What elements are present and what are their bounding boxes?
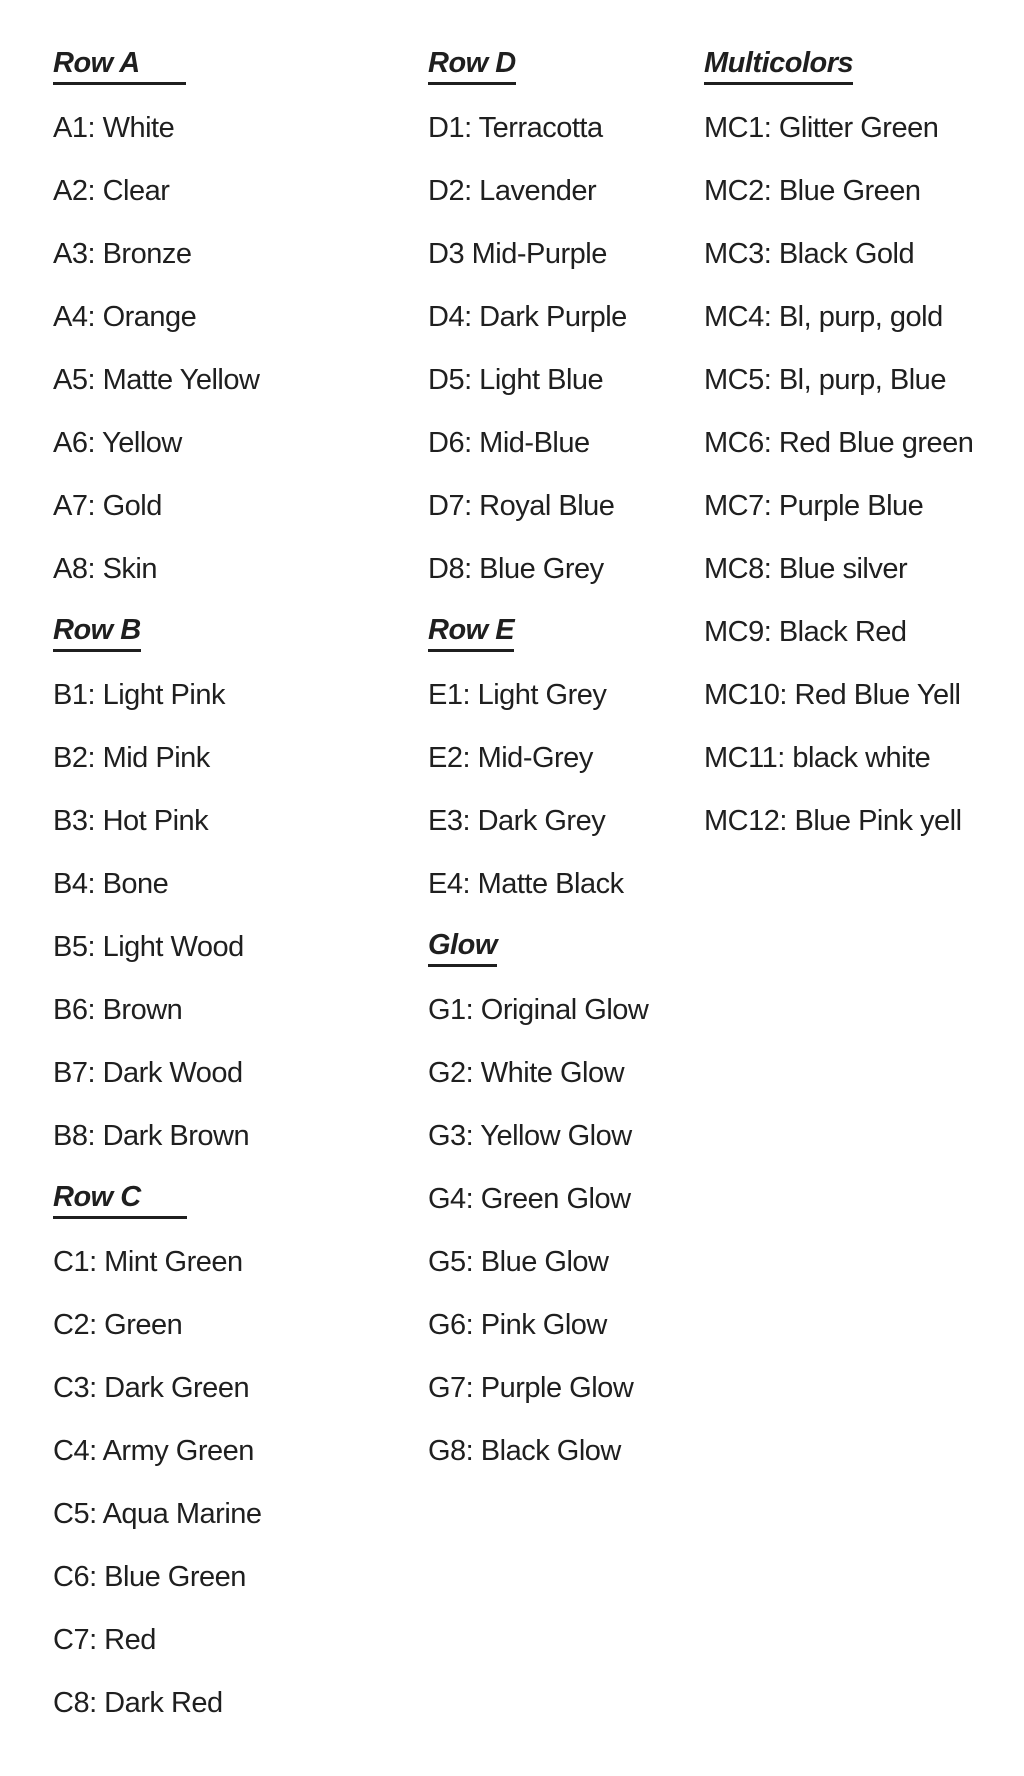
list-item: MC7: Purple Blue [704,490,924,522]
list-item: G1: Original Glow [428,994,649,1026]
list-item: C1: Mint Green [53,1246,243,1278]
list-item: G2: White Glow [428,1057,625,1089]
list-item: B2: Mid Pink [53,742,210,774]
section-header [428,34,648,97]
list-item: MC9: Black Red [704,616,907,648]
list-item: C4: Army Green [53,1435,254,1467]
list-item: A1: White [53,112,175,144]
list-item: A6: Yellow [53,427,182,459]
list-item: D3 Mid-Purple [428,238,607,270]
list-item: MC8: Blue silver [704,553,908,585]
section-header-label: Glow [428,929,497,967]
list-item: A8: Skin [53,553,157,585]
list-item: E1: Light Grey [428,679,607,711]
list-item: C3: Dark Green [53,1372,250,1404]
list-item: MC10: Red Blue Yell [704,679,961,711]
list-item: E4: Matte Black [428,868,624,900]
list-item: D6: Mid-Blue [428,427,590,459]
section-header-label: Multicolors [704,47,853,85]
list-item: A3: Bronze [53,238,192,270]
section-header [53,1168,262,1231]
list-item: D5: Light Blue [428,364,604,396]
list-item: A2: Clear [53,175,170,207]
section-header-label: Row B [53,614,141,652]
list-item: C6: Blue Green [53,1561,246,1593]
section-header-label: Row A [53,47,186,85]
list-item: D8: Blue Grey [428,553,604,585]
list-item: MC12: Blue Pink yell [704,805,962,837]
section-header [53,601,262,664]
list-item: MC11: black white [704,742,931,774]
list-item: MC3: Black Gold [704,238,915,270]
list-item: C7: Red [53,1624,156,1656]
column-middle [428,34,648,1483]
list-item: B3: Hot Pink [53,805,209,837]
list-item: D4: Dark Purple [428,301,627,333]
list-item: G8: Black Glow [428,1435,621,1467]
list-item: B4: Bone [53,868,169,900]
list-item: A7: Gold [53,490,162,522]
section-header [704,34,973,97]
list-item: E2: Mid-Grey [428,742,593,774]
list-item: D7: Royal Blue [428,490,615,522]
list-item: MC1: Glitter Green [704,112,939,144]
list-item: C5: Aqua Marine [53,1498,262,1530]
section-header-label: Row C [53,1181,187,1219]
list-item: B6: Brown [53,994,183,1026]
list-item: MC5: Bl, purp, Blue [704,364,946,396]
list-item: E3: Dark Grey [428,805,606,837]
list-item: A5: Matte Yellow [53,364,260,396]
list-item: C2: Green [53,1309,183,1341]
section-header [53,34,262,97]
list-item: G7: Purple Glow [428,1372,634,1404]
list-item: MC4: Bl, purp, gold [704,301,943,333]
list-item: B5: Light Wood [53,931,244,963]
list-item: C8: Dark Red [53,1687,223,1719]
list-item: G6: Pink Glow [428,1309,607,1341]
section-header-label: Row E [428,614,514,652]
list-item: B1: Light Pink [53,679,225,711]
list-item: G3: Yellow Glow [428,1120,632,1152]
list-item: D2: Lavender [428,175,597,207]
section-header [428,601,648,664]
list-item: G4: Green Glow [428,1183,631,1215]
list-item: B7: Dark Wood [53,1057,243,1089]
list-item: A4: Orange [53,301,197,333]
column-right [704,34,973,853]
section-header [428,916,648,979]
list-item: D1: Terracotta [428,112,603,144]
list-item: G5: Blue Glow [428,1246,609,1278]
section-header-label: Row D [428,47,516,85]
list-item: MC6: Red Blue green [704,427,974,459]
column-left [53,34,262,1735]
list-item: MC2: Blue Green [704,175,921,207]
list-item: B8: Dark Brown [53,1120,250,1152]
